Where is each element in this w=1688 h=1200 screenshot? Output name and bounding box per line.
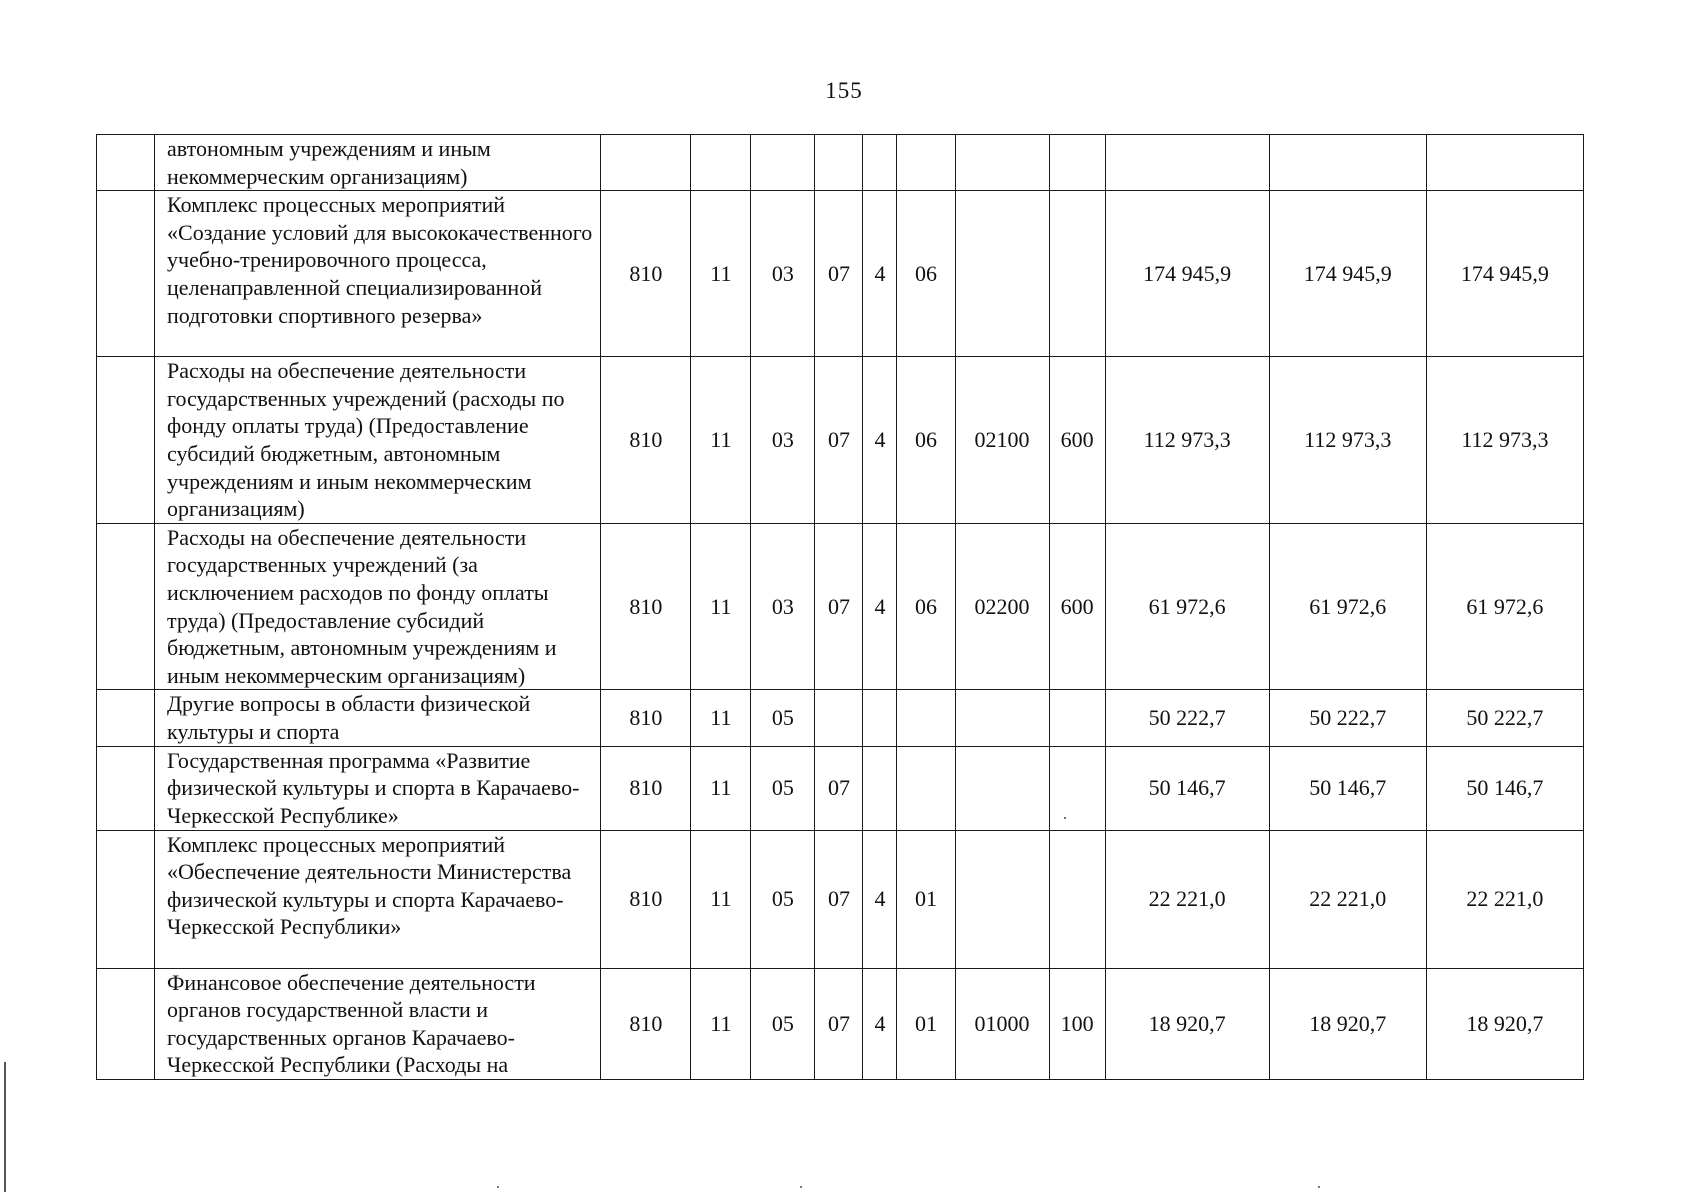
- amount-year1-cell: 18 920,7: [1105, 968, 1269, 1079]
- table-row: [97, 690, 1584, 746]
- amount-year2-cell: 61 972,6: [1269, 523, 1426, 690]
- complex-code-cell: 01: [897, 830, 955, 968]
- program-code-cell: [815, 690, 863, 746]
- row-number-cell: [97, 523, 155, 690]
- expense-type-cell: 600: [1049, 523, 1105, 690]
- direction-code-cell: [955, 135, 1049, 191]
- row-number-cell: [97, 746, 155, 830]
- amount-year3-cell: 50 222,7: [1426, 690, 1583, 746]
- section-code-cell: 11: [691, 523, 751, 690]
- table-row: [97, 746, 1584, 830]
- program-code-cell: [815, 135, 863, 191]
- program-code-cell: 07: [815, 191, 863, 357]
- section-code-cell: 11: [691, 191, 751, 357]
- complex-code-cell: [897, 746, 955, 830]
- amount-year1-cell: 50 146,7: [1105, 746, 1269, 830]
- program-code-cell: 07: [815, 357, 863, 524]
- ved-code-cell: [601, 135, 691, 191]
- ved-code-cell: 810: [601, 690, 691, 746]
- ved-code-cell: 810: [601, 523, 691, 690]
- page-number: 155: [825, 78, 863, 103]
- subsection-code-cell: 05: [751, 830, 815, 968]
- ved-code-cell: 810: [601, 357, 691, 524]
- expense-type-cell: 600: [1049, 357, 1105, 524]
- scan-margin-mark: [4, 1062, 6, 1192]
- subsection-code-cell: 05: [751, 746, 815, 830]
- type-code-cell: [863, 135, 897, 191]
- amount-year3-cell: 112 973,3: [1426, 357, 1583, 524]
- amount-year2-cell: [1269, 135, 1426, 191]
- scan-speck: [497, 1186, 499, 1188]
- type-code-cell: 4: [863, 830, 897, 968]
- amount-year1-cell: [1105, 135, 1269, 191]
- direction-code-cell: [955, 830, 1049, 968]
- complex-code-cell: 06: [897, 357, 955, 524]
- table-body: [97, 135, 1584, 1080]
- subsection-code-cell: 03: [751, 191, 815, 357]
- amount-year3-cell: 50 146,7: [1426, 746, 1583, 830]
- section-code-cell: 11: [691, 690, 751, 746]
- description-cell: Другие вопросы в области физической культуры и спорта: [155, 690, 601, 746]
- type-code-cell: 4: [863, 357, 897, 524]
- table-row: [97, 135, 1584, 191]
- complex-code-cell: 06: [897, 191, 955, 357]
- amount-year2-cell: 22 221,0: [1269, 830, 1426, 968]
- table-row: [97, 830, 1584, 968]
- expense-type-cell: 100: [1049, 968, 1105, 1079]
- type-code-cell: 4: [863, 191, 897, 357]
- description-cell: Расходы на обеспечение деятельности государственных учреждений (за исключением расходов по фонду оплаты труда) (Предоставление субсидий бюджетным, автономным учреждениям и иным некоммерческим организациям): [155, 523, 601, 690]
- program-code-cell: 07: [815, 523, 863, 690]
- program-code-cell: 07: [815, 746, 863, 830]
- expense-type-cell: [1049, 135, 1105, 191]
- table-row: [97, 191, 1584, 357]
- row-number-cell: [97, 690, 155, 746]
- program-code-cell: 07: [815, 830, 863, 968]
- amount-year2-cell: 50 146,7: [1269, 746, 1426, 830]
- section-code-cell: 11: [691, 746, 751, 830]
- description-cell: автономным учреждениям и иным некоммерческим организациям): [155, 135, 601, 191]
- amount-year2-cell: 50 222,7: [1269, 690, 1426, 746]
- subsection-code-cell: [751, 135, 815, 191]
- subsection-code-cell: 05: [751, 690, 815, 746]
- complex-code-cell: 06: [897, 523, 955, 690]
- type-code-cell: 4: [863, 523, 897, 690]
- subsection-code-cell: 03: [751, 523, 815, 690]
- expense-type-cell: [1049, 830, 1105, 968]
- type-code-cell: [863, 690, 897, 746]
- expense-type-cell: [1049, 191, 1105, 357]
- table-row: [97, 968, 1584, 1079]
- amount-year3-cell: 174 945,9: [1426, 191, 1583, 357]
- direction-code-cell: [955, 690, 1049, 746]
- ved-code-cell: 810: [601, 191, 691, 357]
- budget-table: [96, 134, 1584, 1080]
- amount-year3-cell: 22 221,0: [1426, 830, 1583, 968]
- amount-year1-cell: 112 973,3: [1105, 357, 1269, 524]
- amount-year3-cell: 18 920,7: [1426, 968, 1583, 1079]
- complex-code-cell: [897, 135, 955, 191]
- table-row: [97, 357, 1584, 524]
- row-number-cell: [97, 191, 155, 357]
- row-number-cell: [97, 135, 155, 191]
- expense-type-cell: [1049, 746, 1105, 830]
- direction-code-cell: [955, 746, 1049, 830]
- description-cell: Государственная программа «Развитие физической культуры и спорта в Карачаево-Черкесской Республике»: [155, 746, 601, 830]
- table-row: [97, 523, 1584, 690]
- section-code-cell: [691, 135, 751, 191]
- description-cell: Комплекс процессных мероприятий «Обеспечение деятельности Министерства физической культуры и спорта Карачаево-Черкесской Республики»: [155, 830, 601, 968]
- amount-year2-cell: 174 945,9: [1269, 191, 1426, 357]
- complex-code-cell: [897, 690, 955, 746]
- section-code-cell: 11: [691, 830, 751, 968]
- description-cell: Финансовое обеспечение деятельности органов государственной власти и государственных органов Карачаево-Черкесской Республики (Расходы на: [155, 968, 601, 1079]
- section-code-cell: 11: [691, 968, 751, 1079]
- description-cell: Комплекс процессных мероприятий «Создание условий для высококачественного учебно-тренировочного процесса, целенаправленной специализированной подготовки спортивного резерва»: [155, 191, 601, 357]
- ved-code-cell: 810: [601, 968, 691, 1079]
- scan-speck: [1064, 817, 1066, 819]
- expense-type-cell: [1049, 690, 1105, 746]
- subsection-code-cell: 03: [751, 357, 815, 524]
- row-number-cell: [97, 357, 155, 524]
- amount-year1-cell: 50 222,7: [1105, 690, 1269, 746]
- direction-code-cell: 02200: [955, 523, 1049, 690]
- subsection-code-cell: 05: [751, 968, 815, 1079]
- row-number-cell: [97, 830, 155, 968]
- ved-code-cell: 810: [601, 830, 691, 968]
- row-number-cell: [97, 968, 155, 1079]
- amount-year3-cell: [1426, 135, 1583, 191]
- direction-code-cell: [955, 191, 1049, 357]
- amount-year1-cell: 174 945,9: [1105, 191, 1269, 357]
- ved-code-cell: 810: [601, 746, 691, 830]
- description-cell: Расходы на обеспечение деятельности государственных учреждений (расходы по фонду оплаты труда) (Предоставление субсидий бюджетным, автономным учреждениям и иным некоммерческим организациям): [155, 357, 601, 524]
- complex-code-cell: 01: [897, 968, 955, 1079]
- section-code-cell: 11: [691, 357, 751, 524]
- scan-speck: [800, 1186, 802, 1188]
- amount-year1-cell: 22 221,0: [1105, 830, 1269, 968]
- scan-speck: [1318, 1186, 1320, 1188]
- amount-year2-cell: 18 920,7: [1269, 968, 1426, 1079]
- direction-code-cell: 02100: [955, 357, 1049, 524]
- type-code-cell: [863, 746, 897, 830]
- program-code-cell: 07: [815, 968, 863, 1079]
- direction-code-cell: 01000: [955, 968, 1049, 1079]
- type-code-cell: 4: [863, 968, 897, 1079]
- amount-year3-cell: 61 972,6: [1426, 523, 1583, 690]
- amount-year2-cell: 112 973,3: [1269, 357, 1426, 524]
- amount-year1-cell: 61 972,6: [1105, 523, 1269, 690]
